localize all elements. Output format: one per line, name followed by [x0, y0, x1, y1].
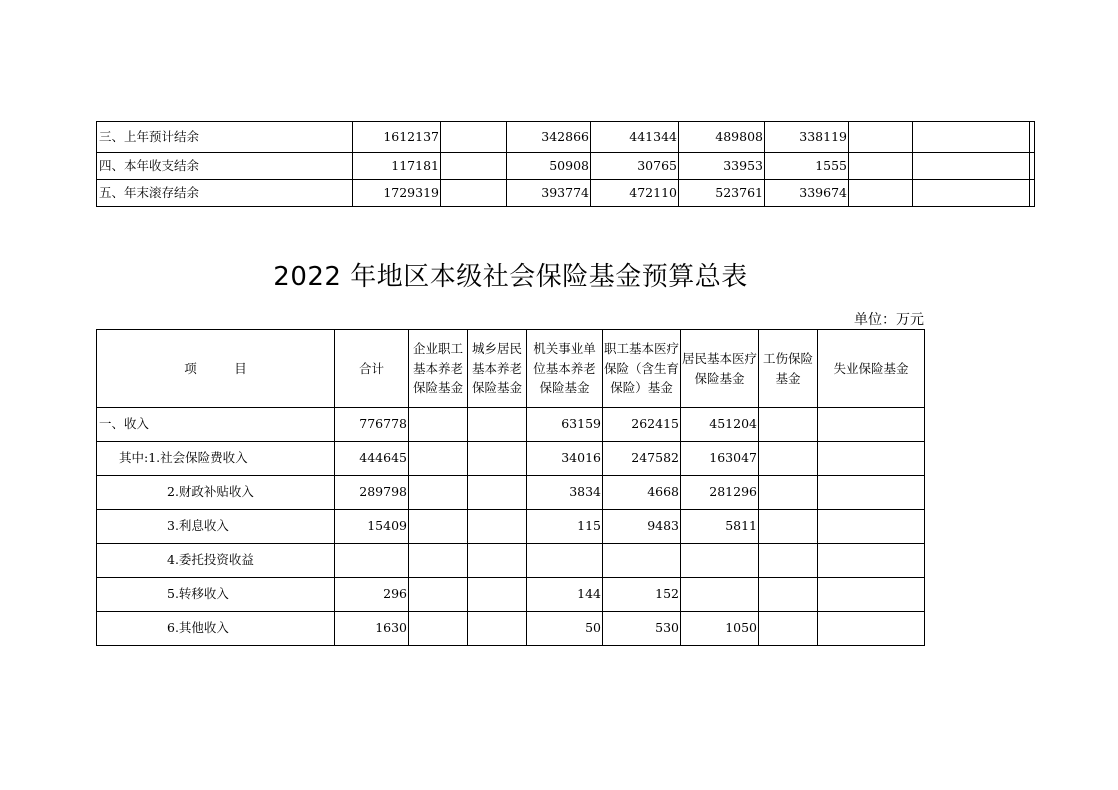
table-cell: 530: [603, 612, 681, 646]
table-cell: 3834: [527, 476, 603, 510]
table-cell: 1050: [681, 612, 759, 646]
header-institution-pension: 机关事业单位基本养老保险基金: [527, 330, 603, 408]
table-cell: [409, 510, 468, 544]
table-cell: 342866: [507, 122, 591, 153]
table-cell: 281296: [681, 476, 759, 510]
table-row: [97, 578, 925, 612]
table-cell: 15409: [335, 510, 409, 544]
prior-page-table: [96, 121, 1035, 207]
table-cell: [759, 544, 818, 578]
table-cell: [818, 408, 925, 442]
table-cell: [759, 476, 818, 510]
row-label: 其中:1.社会保险费收入: [97, 442, 335, 476]
table-cell: [441, 153, 507, 180]
table-cell: [409, 612, 468, 646]
table-cell: 1612137: [353, 122, 441, 153]
table-cell: [681, 544, 759, 578]
table-cell: 262415: [603, 408, 681, 442]
table-cell: [468, 442, 527, 476]
table-cell: 444645: [335, 442, 409, 476]
table-cell: [441, 122, 507, 153]
table-cell: 776778: [335, 408, 409, 442]
table-cell: 63159: [527, 408, 603, 442]
table-row: [97, 408, 925, 442]
table-cell: 4668: [603, 476, 681, 510]
table-cell: [468, 510, 527, 544]
table-cell: 117181: [353, 153, 441, 180]
table-row: [97, 476, 925, 510]
row-label: 五、年末滚存结余: [97, 180, 353, 207]
table-cell: 50908: [507, 153, 591, 180]
table-cell: [818, 578, 925, 612]
table-cell: [441, 180, 507, 207]
row-label: 3.利息收入: [97, 510, 335, 544]
table-cell: [818, 442, 925, 476]
table-cell: [849, 122, 913, 153]
row-label: 四、本年收支结余: [97, 153, 353, 180]
table-cell: [409, 578, 468, 612]
row-label: 4.委托投资收益: [97, 544, 335, 578]
header-total: 合计: [335, 330, 409, 408]
table-row: [97, 510, 925, 544]
table-cell: [468, 544, 527, 578]
table-cell: [1030, 122, 1035, 153]
table-cell: [409, 408, 468, 442]
table-cell: [913, 180, 1030, 207]
header-unemployment-insurance: 失业保险基金: [818, 330, 925, 408]
table-cell: [818, 476, 925, 510]
row-label: 5.转移收入: [97, 578, 335, 612]
header-enterprise-pension: 企业职工基本养老保险基金: [409, 330, 468, 408]
table-cell: [849, 180, 913, 207]
table-cell: [409, 476, 468, 510]
unit-label: 单位：万元: [854, 312, 924, 328]
table-cell: [759, 408, 818, 442]
table-row: [97, 612, 925, 646]
row-label: 2.财政补贴收入: [97, 476, 335, 510]
table-header-row: [97, 330, 925, 408]
table-row: [97, 180, 1035, 207]
row-label: 一、收入: [97, 408, 335, 442]
table-cell: 296: [335, 578, 409, 612]
table-cell: 1630: [335, 612, 409, 646]
table-cell: [818, 510, 925, 544]
table-cell: 489808: [679, 122, 765, 153]
table-cell: [409, 544, 468, 578]
page-title: 2022 年地区本级社会保险基金预算总表: [273, 262, 748, 292]
table-cell: [849, 153, 913, 180]
table-cell: 338119: [765, 122, 849, 153]
table-cell: [913, 153, 1030, 180]
table-cell: [818, 612, 925, 646]
table-cell: 523761: [679, 180, 765, 207]
table-cell: 163047: [681, 442, 759, 476]
table-cell: 339674: [765, 180, 849, 207]
table-cell: [468, 408, 527, 442]
table-cell: 9483: [603, 510, 681, 544]
table-cell: [818, 544, 925, 578]
table-cell: [759, 442, 818, 476]
table-cell: [603, 544, 681, 578]
table-cell: [1030, 180, 1035, 207]
row-label: 三、上年预计结余: [97, 122, 353, 153]
table-cell: [409, 442, 468, 476]
table-cell: [468, 578, 527, 612]
header-injury-insurance: 工伤保险基金: [759, 330, 818, 408]
table-cell: [759, 578, 818, 612]
table-cell: 34016: [527, 442, 603, 476]
table-cell: [759, 510, 818, 544]
table-cell: 472110: [591, 180, 679, 207]
table-cell: 152: [603, 578, 681, 612]
table-cell: 289798: [335, 476, 409, 510]
table-cell: 5811: [681, 510, 759, 544]
table-cell: 1555: [765, 153, 849, 180]
table-cell: [468, 476, 527, 510]
header-resident-medical: 居民基本医疗保险基金: [681, 330, 759, 408]
header-resident-pension: 城乡居民基本养老保险基金: [468, 330, 527, 408]
table-cell: [913, 122, 1030, 153]
table-cell: 30765: [591, 153, 679, 180]
table-cell: 441344: [591, 122, 679, 153]
table-row: [97, 544, 925, 578]
table-cell: 115: [527, 510, 603, 544]
table-cell: 451204: [681, 408, 759, 442]
table-cell: [335, 544, 409, 578]
table-cell: 144: [527, 578, 603, 612]
table-cell: [468, 612, 527, 646]
table-cell: 1729319: [353, 180, 441, 207]
table-cell: 33953: [679, 153, 765, 180]
header-item: 项 目: [97, 330, 335, 408]
table-row: [97, 153, 1035, 180]
table-cell: [759, 612, 818, 646]
table-cell: 393774: [507, 180, 591, 207]
row-label: 6.其他收入: [97, 612, 335, 646]
budget-table: [96, 329, 925, 646]
table-cell: [681, 578, 759, 612]
table-cell: [1030, 153, 1035, 180]
table-cell: [527, 544, 603, 578]
table-row: [97, 442, 925, 476]
table-row: [97, 122, 1035, 153]
table-cell: 247582: [603, 442, 681, 476]
table-cell: 50: [527, 612, 603, 646]
header-employee-medical: 职工基本医疗保险（含生育保险）基金: [603, 330, 681, 408]
